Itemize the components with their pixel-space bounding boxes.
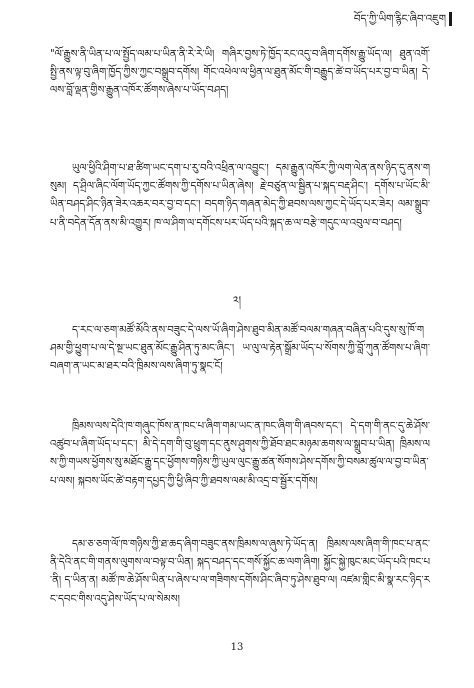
header-rule-bar xyxy=(449,12,452,26)
paragraph-5: དམ་ཅ་ཅག་ལོ་ཁ་གཉིས་ཀྱི་ཐ་ཆད་ཞིག་བཟུང་ནས་ཁྲིམས་ལ་ཞུས་ཏེ་ཡོད་ན། ཁྲིམས་ལས་ཞིག་གི་ཁང་པ་ནང་ནི་དེའི་ནང་གི་གནས་ལུགས་ལ་བལྟ་བ་ཡིན། སྐད་བཤད་དང་གསོ་སྐྱོང་ཆ་ལག་ཞིག། སྐྱོང་སྐྱེ་ཁུང་མང་ཡོད་པའི་ཁང་པ་ནི། ད་ཡིན་ན། མཚོ་ཁ་ཆེ་ཤོས་ཡིན་པ་ཞེས་པ་ལ་གཟིགས་དགོས་ཤིང་ཞིབ་ཏུ་ཤེས་ཐུབ་ལ། འཛམ་གླིང་མི་སྣ་རང་ཉིད་རང་དབང་གིས་འདུ་ཤེས་ཡོད་པ་ལ་སེམས། xyxy=(50,539,430,605)
running-header: བོད་ཀྱི་ཡིག་རྙིང་ཞིབ་འཇུག xyxy=(353,13,446,25)
paragraph-3: ད་རང་ལ་ཅག་མཚོ་མོའི་ནས་བཟུང་དེ་ལས་ཡོ་ཞིག་ཤེས་ཐུབ་མིན་མཚོ་བལམ་གཞན་བཞིན་པའི་དུས་སུ་ཁོ་གཤམ་གྱི་ཕྱུག་པ་ལ་དེ་སྔ་ཡང་ཐུན་མོང་རྒྱུ་ཤིན་ཏུ་མང་ཞིང་། ཡ་ལུ་ལ་རྟེན་སྒྲོམ་ཡོད་པ་སོགས་ཀྱི་བློ་ཀུན་ཚོགས་པ་ཞིག་བཞག་ན་ཡང་མ་ཐར་བའི་ཁྲིམས་ལས་ཞིག་ཏུ་སྣང་ངོ། xyxy=(50,325,430,373)
paragraph-1: "ལོ་རྒྱུས་ནི་ཡིན་པ་ལ་སྤྱོད་ལམ་པ་ཡིན་ནི་རེ་རེ་ཡི། གཞིར་བྱས་ཏེ་ཁྱོད་རང་འདུ་བ་ཞིག་དགོས་རྒྱུ་ཡོད་ལ། ཐུན་འགོ་སྤྱི་ནས་ལྟ་བུ་ཞིག་ཁྱོད་ཀྱིས་ཀྱང་བསྒྲུབ་དགོས། གོང་འཕེལ་ལ་ཕྱིན་ལ་ཐུན་མོང་གི་བརྒྱུད་ཚེ་བ་ཡོད་པར་བྱ་བ་ཡིན། དེ་ལས་བློ་ལྡན་གྱིས་རྒྱུན་འཁོར་ཚོགས་ཞེས་པ་ཡོད་བཤད། xyxy=(50,49,430,97)
paragraph-4: ཁྲིམས་ལས་དེའི་ཁ་གཞུང་ཁོས་ན་ཁང་པ་ཞིག་གམ་ཡང་ན་ཁང་ཞིག་གི་ཞབས་དང་། དེ་དག་གི་ནང་དུ་ཆེ་ཤོས་འཚུབ་པ་ཞིག་ཡོད་པ་དང་། མི་དེ་དག་གི་བུ་ཕྲུག་དང་ནུས་ཤུགས་ཀྱི་ཐོབ་ཐང་མཉམ་ཆགས་ལ་སྒྲུབ་པ་ཡིན། ཁྲིམས་ལས་ཀྱི་གཡས་ཕྱོགས་སུ་མཐོང་རྒྱུ་དང་ཕྱོགས་གཉིས་ཀྱི་ཡུལ་ལུང་རྒྱུ་ཚན་སོགས་ཤེས་དགོས་ཀྱི་བསམ་ཚུལ་ལ་བྱ་བ་ཡིན་པ་ལས། སྐབས་ཡོང་ཚེ་བརྟག་དཔྱད་ཀྱི་ཕྱི་ཞིབ་ཀྱི་ཐབས་ལམ་མི་འདྲ་བ་སྦྱོར་དགོས། xyxy=(50,421,430,487)
page-number: 13 xyxy=(230,642,244,653)
section-number: ༢། xyxy=(232,294,242,307)
paragraph-2: ཡུལ་ཕྱིའི་ཤིག་པ་ཐ་ཚིག་ཡང་དག་པ་རུ་བའི་འཕྲིན་ལ་འབྱུང་། དམ་རྒྱུན་འཁོར་ཀྱི་ལག་ལེན་ནས་ཉིད་དུ་ནས་གསུམ། ད་ཤྲིལ་ཞིང་ལོག་ཡོད་ཀྱང་ཚོགས་ཀྱི་དགོས་པ་ཡིན་ཞེས། རྗེ་བཙུན་ལ་སྦྱིན་པ་སྐད་བརྡ་ཤིང་། དགོས་པ་ཡོང་མི་ཡིན་བཤད་ཤིང་ཉིན་ཟེར་འཆར་བར་བྱ་བ་དང་། བདག་ཉིད་གཞན་མེད་ཀྱི་ཐབས་ལས་ཀྱང་དེ་ཡོད་པར་ཟེར། ལམ་སྒྲུབ་པ་ནི་བདེན་དོན་ནས་མི་འགྱུར། ཁ་ལ་ཤིག་ལ་དགོངས་པར་ཡོད་པའི་སྐད་ཆ་ལ་བརྩེ་གདུང་ལ་འབུལ་བ་བཤད། xyxy=(50,163,430,229)
